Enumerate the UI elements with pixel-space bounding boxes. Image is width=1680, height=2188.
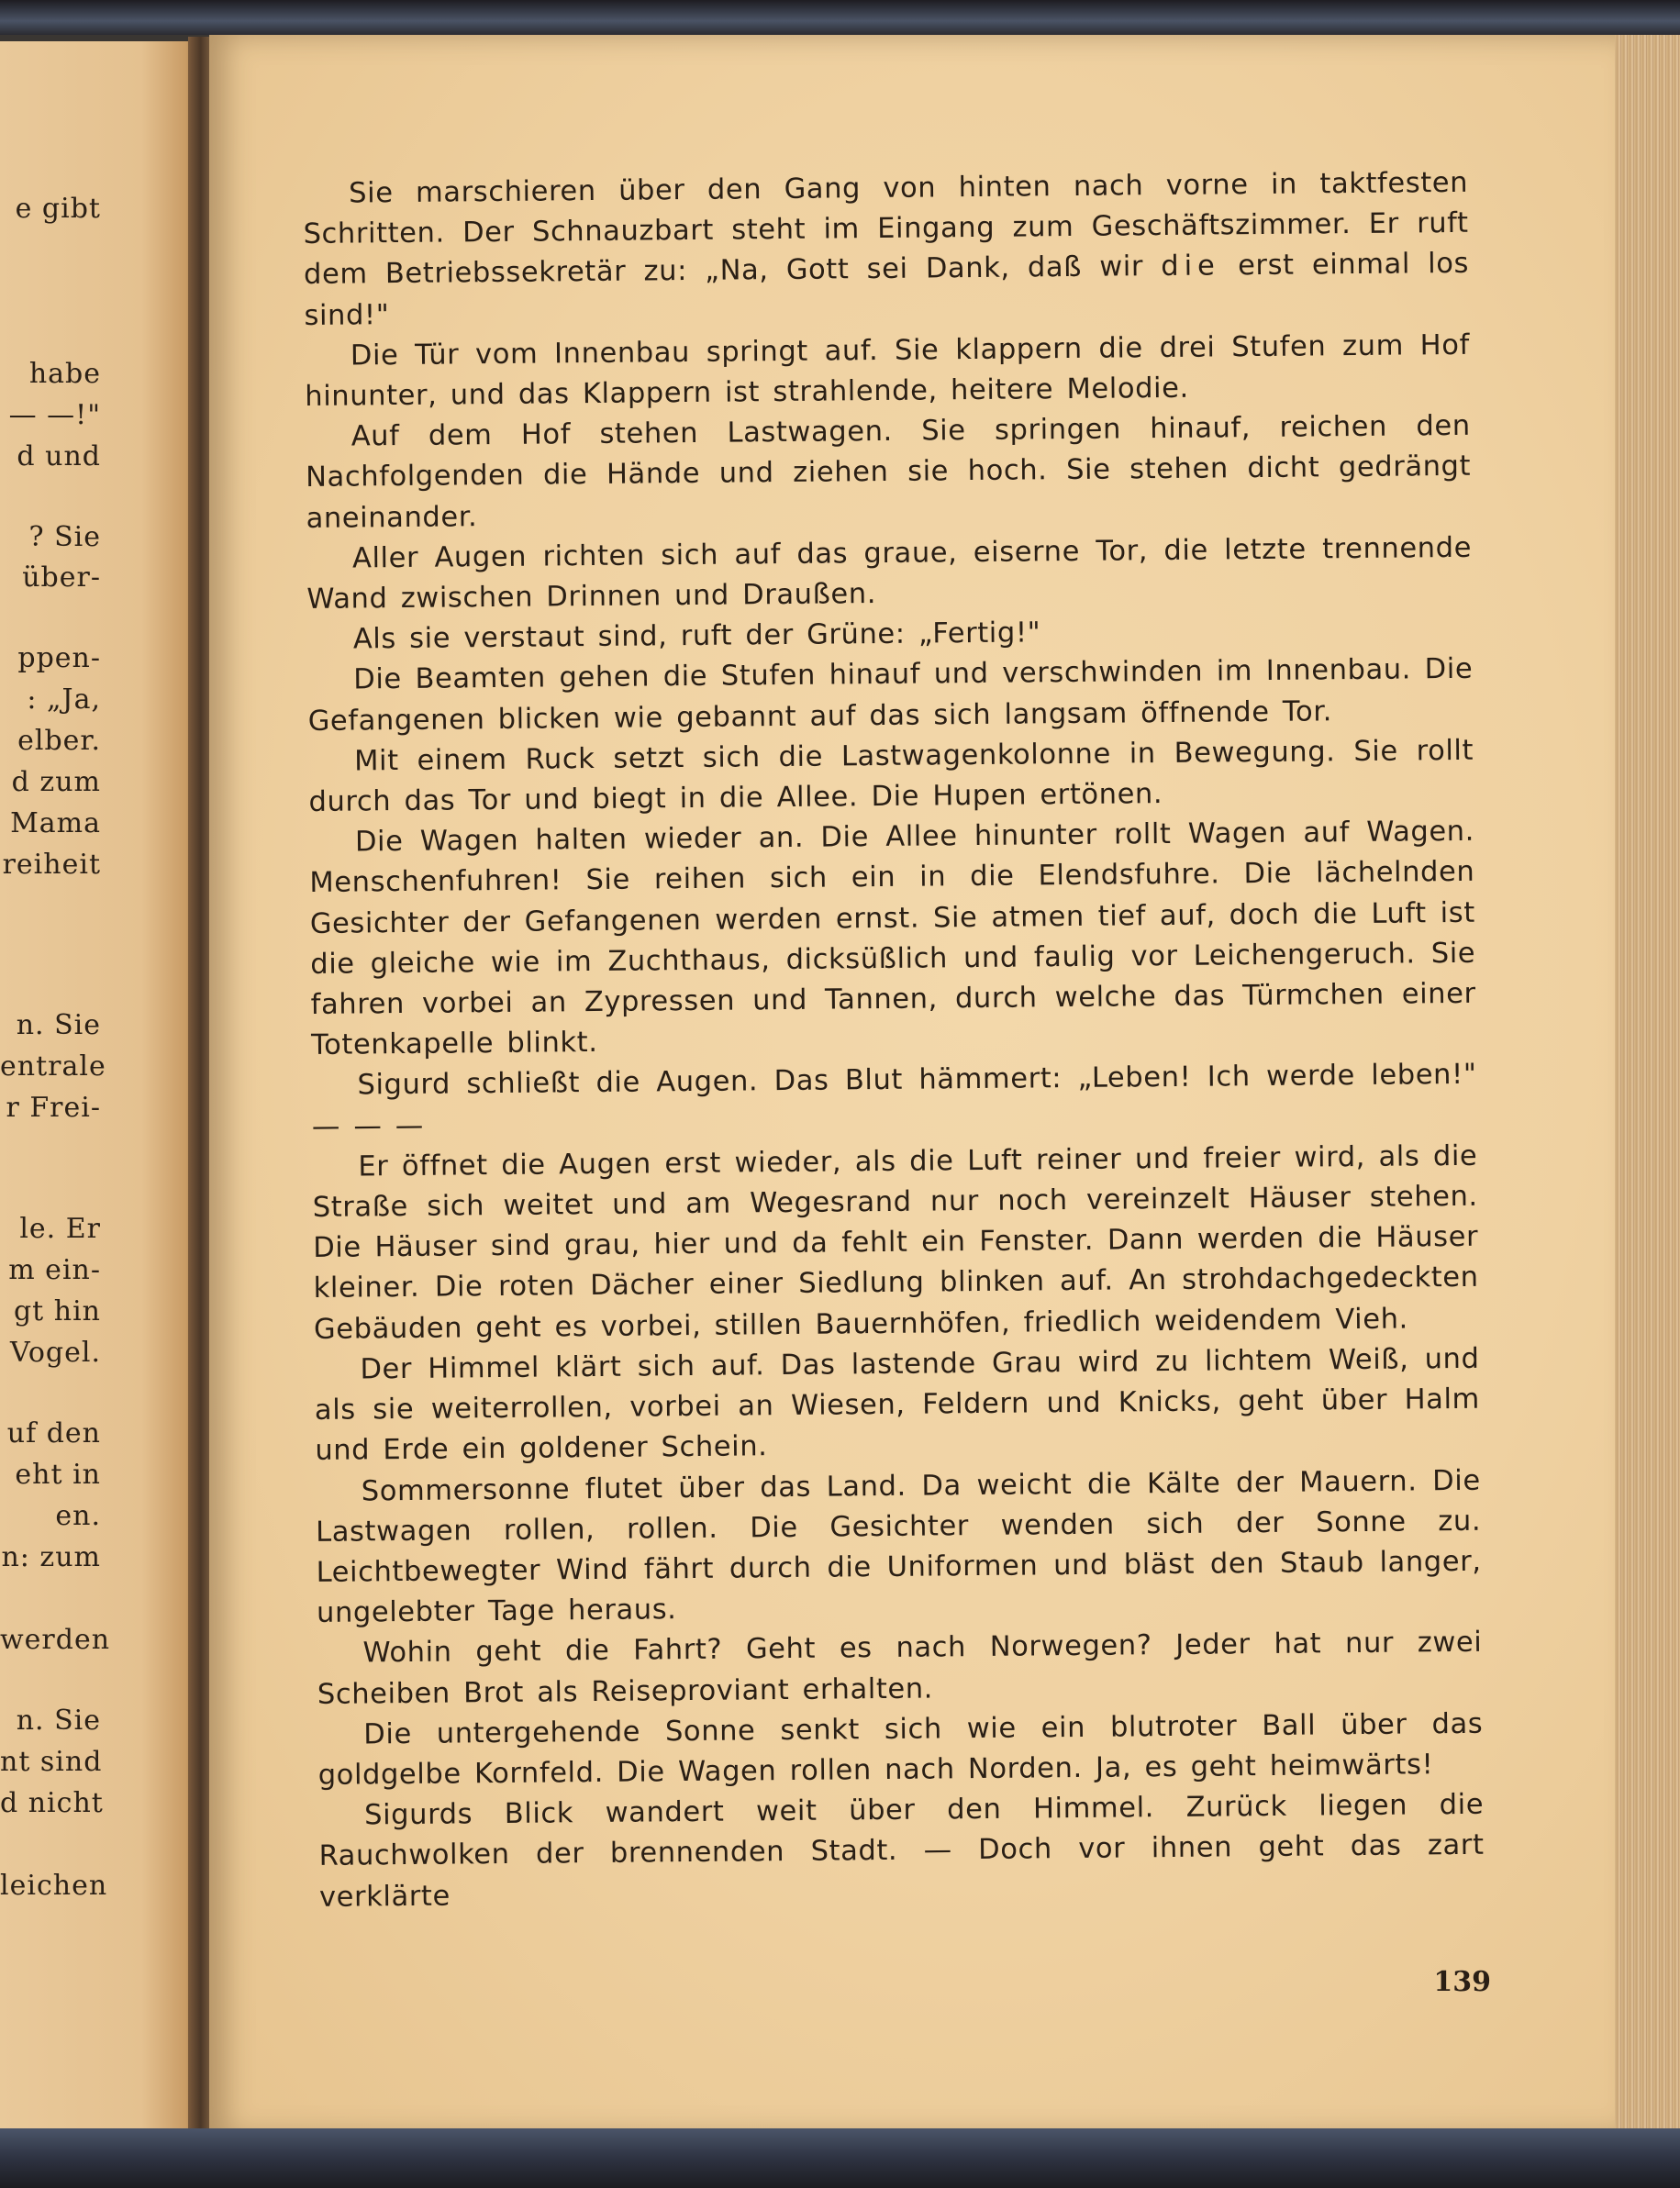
left-fragment: elber. (17, 725, 101, 757)
paragraph: Die Beamten gehen die Stufen hinauf und verschwinden im Innenbau. Die Gefangenen blicken wie gebannt auf das sich langsam öffnende Tor. (307, 653, 1474, 738)
paragraph: Auf dem Hof stehen Lastwagen. Sie springen hinauf, reichen den Nachfolgenden die Hände und ziehen sie hoch. Sie stehen dicht gedrängt aneinander. (306, 410, 1472, 535)
left-fragment: habe (28, 358, 101, 390)
left-fragment: nt sind (0, 1746, 103, 1778)
left-fragment: d zum (11, 766, 101, 798)
left-fragment: entrale (0, 1050, 106, 1083)
left-fragment: e gibt (15, 193, 101, 225)
left-fragment: : „Ja, (27, 683, 101, 716)
left-fragment: d nicht (0, 1787, 104, 1819)
left-fragment: — —!" (8, 399, 101, 431)
left-fragment: n: zum (1, 1541, 101, 1573)
left-fragment: Vogel. (9, 1337, 101, 1369)
paragraph: Die untergehende Sonne senkt sich wie ein blutroter Ball über das goldgelbe Kornfeld. Die Wagen rollen nach Norden. Ja, es geht heimwärts! (317, 1707, 1484, 1792)
left-fragment: eht in (15, 1459, 101, 1491)
left-fragment: ? Sie (28, 521, 101, 553)
binding-top (0, 0, 1680, 35)
left-fragment: en. (55, 1500, 101, 1532)
paragraph: Er öffnet die Augen erst wieder, als die Luft reiner und freier wird, als die Straße sich weitet und am Wegesrand nur noch vereinzelt Häuser stehen. Die Häuser sind grau, hier und da fehlt ein Fenster. Dann werden die Häuser kleiner. Die roten Dächer einer Siedlung blinken auf. An strohdachgedeckten Gebäuden geht es vorbei, stillen Bauernhöfen, friedlich weidendem Vieh. (312, 1139, 1479, 1346)
left-fragment: Mama (10, 807, 101, 839)
main-text (303, 163, 1485, 1918)
page-number: 139 (1433, 1966, 1491, 1998)
paragraph: Sommersonne flutet über das Land. Da weicht die Kälte der Mauern. Die Lastwagen rollen, rollen. Die Gesichter wenden sich der Sonne zu. Leichtbewegter Wind fährt durch die Uniformen und bläst den Staub langer, ungelebter Tage heraus. (316, 1464, 1482, 1630)
paragraph: Die Wagen halten wieder an. Die Allee hinunter rollt Wagen auf Wagen. Menschenfuhren! Sie reihen sich ein in die Elendsfuhre. Die lächelnden Gesichter der Gefangenen werden ernst. Sie atmen tief auf, doch die Luft ist die gleiche wie im Zuchthaus, dicksüßlich und faulig vor Leichengeruch. Sie fahren vorbei an Zypressen und Tannen, durch welche das Türmchen einer Totenkapelle blinkt. (309, 816, 1476, 1062)
paragraph: Wohin geht die Fahrt? Geht es nach Norwegen? Jeder hat nur zwei Scheiben Brot als Reiseproviant erhalten. (317, 1627, 1483, 1711)
left-fragment: n. Sie (16, 1009, 101, 1041)
paragraph: Als sie verstaut sind, ruft der Grüne: „Fertig!" (352, 616, 1041, 656)
page-edges (1615, 35, 1680, 2136)
left-fragment: r Frei- (6, 1092, 101, 1124)
left-fragment: n. Sie (16, 1705, 101, 1737)
left-fragment: werden (0, 1624, 111, 1656)
emphasis-spaced: die (1161, 250, 1221, 283)
left-fragment: m ein- (8, 1254, 101, 1286)
left-page-text (0, 0, 202, 2188)
paragraph: Sigurd schließt die Augen. Das Blut hämmert: „Leben! Ich werde leben!" — — — (311, 1059, 1477, 1143)
paragraph: Mit einem Ruck setzt sich die Lastwagenkolonne in Bewegung. Sie rollt durch das Tor und biegt in die Allee. Die Hupen ertönen. (308, 734, 1474, 819)
left-fragment: leichen (0, 1870, 108, 1902)
paragraph: Der Himmel klärt sich auf. Das lastende Grau wird zu lichtem Weiß, und als sie weiterrollen, vorbei an Wiesen, Feldern und Knicks, geht über Halm und Erde ein goldener Schein. (314, 1342, 1481, 1468)
paragraph: Aller Augen richten sich auf das graue, eiserne Tor, die letzte trennende Wand zwischen Drinnen und Draußen. (306, 531, 1473, 616)
paragraph: Sigurds Blick wandert weit über den Himmel. Zurück liegen die Rauchwolken der brennenden Stadt. — Doch vor ihnen geht das zart verklärte (318, 1788, 1485, 1914)
left-fragment: uf den (6, 1417, 101, 1449)
left-fragment: ppen- (17, 642, 101, 674)
left-fragment: gt hin (13, 1295, 101, 1327)
binding-bottom (0, 2128, 1680, 2188)
paragraph (303, 163, 1470, 337)
left-fragment: d und (17, 440, 101, 472)
paragraph: Die Tür vom Innenbau springt auf. Sie klappern die drei Stufen zum Hof hinunter, und das Klappern ist strahlende, heitere Melodie. (305, 328, 1471, 414)
left-fragment: über- (22, 561, 101, 594)
text-run: erst einmal los sind!" (304, 248, 1470, 332)
text-run: Sie marschieren über den Gang von hinten nach vorne in taktfesten Schritten. Der Schnauzbart steht im Eingang zum Geschäftszimmer. Er ruft dem Betriebssekretär zu: „Na, Gott sei Dank, daß wir (303, 166, 1469, 292)
left-fragment: le. Er (19, 1213, 101, 1245)
left-fragment: reiheit (2, 849, 101, 881)
